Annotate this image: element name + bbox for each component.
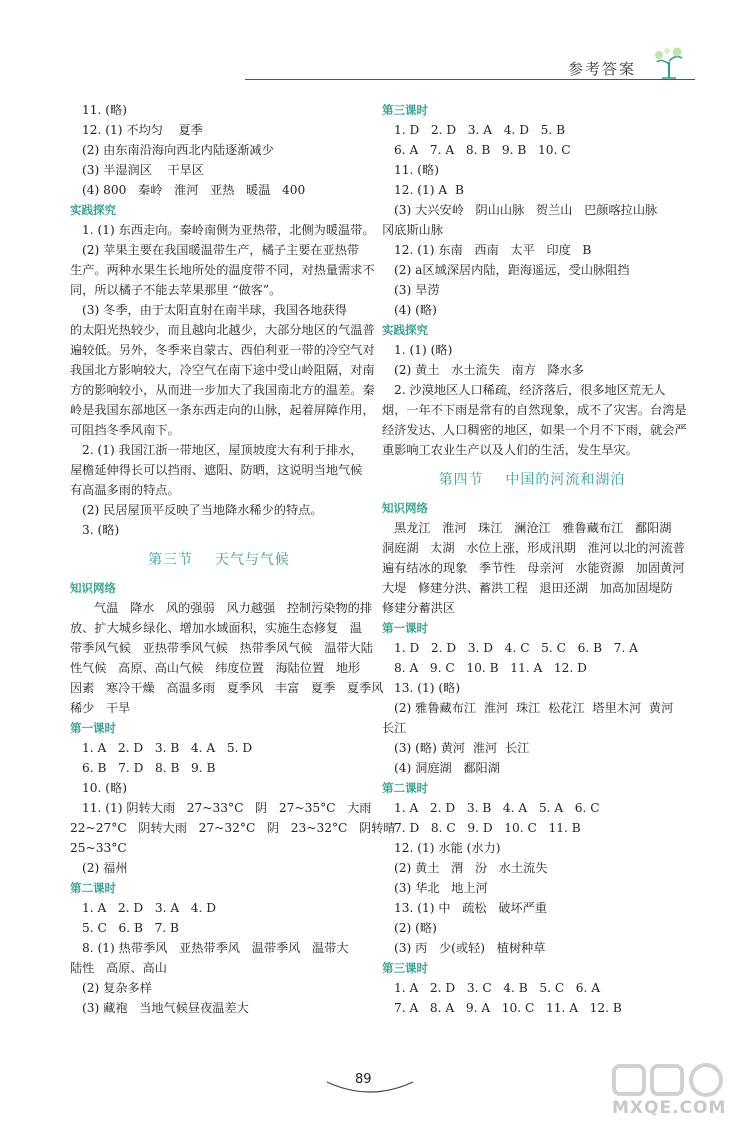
- header-title: 参考答案: [568, 60, 637, 78]
- answer-line: 6. A 7. A 8. B 9. B 10. C: [394, 143, 571, 157]
- answer-line: 大堤 修建分洪、蓄洪工程 退田还湖 加高加固堤防: [382, 581, 673, 595]
- answer-line: 性气候 高原、高山气候 纬度位置 海陆位置 地形: [70, 661, 361, 675]
- answer-line: 稀少 干旱: [70, 701, 131, 715]
- answer-line: (2) 黄土 水土流失 南方 降水多: [394, 363, 585, 377]
- subsection-heading: 第三课时: [382, 961, 428, 975]
- answer-line: 黑龙江 淮河 珠江 澜沧江 雅鲁藏布江 鄱阳湖: [394, 521, 672, 535]
- answer-line: 1. A 2. D 3. B 4. A 5. D: [82, 741, 253, 755]
- answer-line: 同，所以橘子不能去苹果那里 “做客”。: [70, 283, 282, 297]
- answer-line: (3) 半湿润区 干旱区: [82, 163, 204, 177]
- tree-logo-icon: [652, 46, 686, 80]
- answer-line: 岭是我国东部地区一条东西走向的山脉，起着屏障作用，: [70, 403, 375, 417]
- subsection-heading: 知识网络: [70, 581, 116, 595]
- watermark-text: MXQE.COM: [612, 1098, 727, 1118]
- answer-line: 气温 降水 风的强弱 风力越强 控制污染物的排: [94, 601, 373, 615]
- answer-line: 12. (1) 水能 (水力): [394, 841, 501, 855]
- answer-line: (2) 复杂多样: [82, 981, 152, 995]
- answer-line: 我国北方影响较大，冷空气在南下途中受山岭阻隔，对南: [70, 363, 375, 377]
- answer-line: (3) 大兴安岭 阴山山脉 贺兰山 巴颜喀拉山脉: [394, 203, 658, 217]
- subsection-heading: 第三课时: [382, 103, 428, 117]
- answer-line: (2) 雅鲁藏布江 淮河 珠江 松花江 塔里木河 黄河: [394, 701, 674, 715]
- answer-line: 因素 寒冷干燥 高温多雨 夏季风 丰富 夏季 夏季风: [70, 681, 384, 695]
- answer-line: (3) 旱涝: [394, 283, 440, 297]
- answer-line: (4) 洞庭湖 鄱阳湖: [394, 761, 500, 775]
- answer-line: 有高温多雨的特点。: [70, 483, 180, 497]
- answer-line: 7. A 8. A 9. A 10. C 11. A 12. B: [394, 1001, 622, 1015]
- answer-line: 1. A 2. D 3. A 4. D: [82, 901, 217, 915]
- answer-line: 11. (1) 阴转大雨 27~33°C 阴 27~35°C 大雨: [82, 801, 372, 815]
- answer-line: 11. (略): [82, 103, 127, 117]
- answer-line: 1. (1) (略): [394, 343, 453, 357]
- answer-line: 1. A 2. D 3. C 4. B 5. C 6. A: [394, 981, 601, 995]
- answer-line: 3. (略): [82, 523, 120, 537]
- answer-line: 长江: [382, 721, 407, 735]
- answer-line: (4) (略): [394, 303, 437, 317]
- answer-line: 10. (略): [82, 781, 127, 795]
- answer-line: 12. (1) A B: [394, 183, 464, 197]
- answer-line: (2) a区域深居内陆，距海遥远，受山脉阻挡: [394, 263, 630, 277]
- answer-line: 带季风气候 亚热带季风气候 热带季风气候 温带大陆: [70, 641, 373, 655]
- subsection-heading: 实践探究: [70, 203, 116, 217]
- page-number: 89: [355, 1072, 372, 1087]
- answer-line: 11. (略): [394, 163, 439, 177]
- answer-line: 屋檐延伸得长可以挡雨、遮阳、防晒，这说明当地气候: [70, 463, 363, 477]
- answer-line: 25~33°C: [70, 841, 127, 855]
- answer-line: 7. D 8. C 9. D 10. C 11. B: [394, 821, 581, 835]
- answer-line: 6. B 7. D 8. B 9. B: [82, 761, 216, 775]
- answer-line: 13. (1) 中 疏松 破坏严重: [394, 901, 547, 915]
- answer-line: 生产。两种水果生长地所处的温度带不同，对热量需求不: [70, 263, 375, 277]
- section-title: 第四节 中国的河流和湖泊: [438, 472, 626, 488]
- answer-line: (2) 民居屋顶平反映了当地降水稀少的特点。: [82, 503, 323, 517]
- answer-line: 的太阳光热较少，而且越向北越少，大部分地区的气温普: [70, 323, 375, 337]
- subsection-heading: 第二课时: [70, 881, 116, 895]
- answer-line: 修建分蓄洪区: [382, 601, 456, 615]
- answer-line: 经济发达、人口稠密的地区，如果一个月不下雨，就会严: [382, 423, 687, 437]
- answer-line: 放、扩大城乡绿化、增加水域面积，实施生态修复 温: [70, 621, 362, 635]
- answer-line: (2) (略): [394, 921, 437, 935]
- answer-line: 陆性 高原、高山: [70, 961, 167, 975]
- subsection-heading: 知识网络: [382, 501, 428, 515]
- subsection-heading: 实践探究: [382, 323, 428, 337]
- answer-line: 冈底斯山脉: [382, 223, 443, 237]
- answer-line: 5. C 6. B 7. B: [82, 921, 179, 935]
- answer-line: 12. (1) 不均匀 夏季: [82, 123, 203, 137]
- subsection-heading: 第二课时: [382, 781, 428, 795]
- answer-line: 方的影响较小，从而进一步加大了我国南北方的温差。秦: [70, 383, 375, 397]
- answer-line: (3) 冬季，由于太阳直射在南半球，我国各地获得: [82, 303, 347, 317]
- answer-line: (3) (略) 黄河 淮河 长江: [394, 741, 530, 755]
- answer-line: (3) 丙 少(或轻) 植树种草: [394, 941, 546, 955]
- answer-line: 2. (1) 我国江浙一带地区，屋顶坡度大有利于排水，: [82, 443, 363, 457]
- answer-line: 遍较低。另外，冬季来自蒙古、西伯利亚一带的冷空气对: [70, 343, 375, 357]
- answer-line: 13. (1) (略): [394, 681, 461, 695]
- answer-line: (4) 800 秦岭 淮河 亚热 暖温 400: [82, 183, 306, 197]
- answer-line: 1. (1) 东西走向。秦岭南侧为亚热带，北侧为暖温带。: [82, 223, 375, 237]
- answer-line: (2) 黄土 渭 汾 水土流失: [394, 861, 548, 875]
- answer-line: 遍有结冰的现象 季节性 母亲河 水能资源 加固黄河: [382, 561, 685, 575]
- answer-line: 烟，一年不下雨是常有的自然现象，成不了灾害。台湾是: [382, 403, 687, 417]
- answer-line: (3) 藏袍 当地气候昼夜温差大: [82, 1001, 249, 1015]
- header-line: [245, 79, 695, 80]
- subsection-heading: 第一课时: [382, 621, 428, 635]
- answer-line: 8. (1) 热带季风 亚热带季风 温带季风 温带大: [82, 941, 349, 955]
- answer-line: (3) 华北 地上河: [394, 881, 488, 895]
- answer-line: (2) 由东南沿海向西北内陆逐渐减少: [82, 143, 274, 157]
- page-curve-decoration: [325, 1080, 415, 1096]
- answer-line: 2. 沙漠地区人口稀疏，经济落后，很多地区荒无人: [394, 383, 666, 397]
- answer-line: 22~27°C 阴转大雨 27~32°C 阴 23~32°C 阴转晴: [70, 821, 396, 835]
- answer-line: 可阻挡冬季风南下。: [70, 423, 180, 437]
- answer-line: 重影响工农业生产以及人们的生活，发生旱灾。: [382, 443, 638, 457]
- answer-line: (2) 苹果主要在我国暖温带生产，橘子主要在亚热带: [82, 243, 360, 257]
- answer-line: 1. A 2. D 3. B 4. A 5. A 6. C: [394, 801, 600, 815]
- answer-line: (2) 福州: [82, 861, 128, 875]
- answer-line: 12. (1) 东南 西南 太平 印度 B: [394, 243, 592, 257]
- subsection-heading: 第一课时: [70, 721, 116, 735]
- answer-line: 8. A 9. C 10. B 11. A 12. D: [394, 661, 587, 675]
- right-column: [382, 100, 687, 1018]
- answer-line: 1. D 2. D 3. D 4. C 5. C 6. B 7. A: [394, 641, 638, 655]
- answer-line: 洞庭湖 太湖 水位上涨，形成汛期 淮河以北的河流普: [382, 541, 685, 555]
- section-title: 第三节 天气与气候: [148, 552, 290, 568]
- answer-line: 1. D 2. D 3. A 4. D 5. B: [394, 123, 566, 137]
